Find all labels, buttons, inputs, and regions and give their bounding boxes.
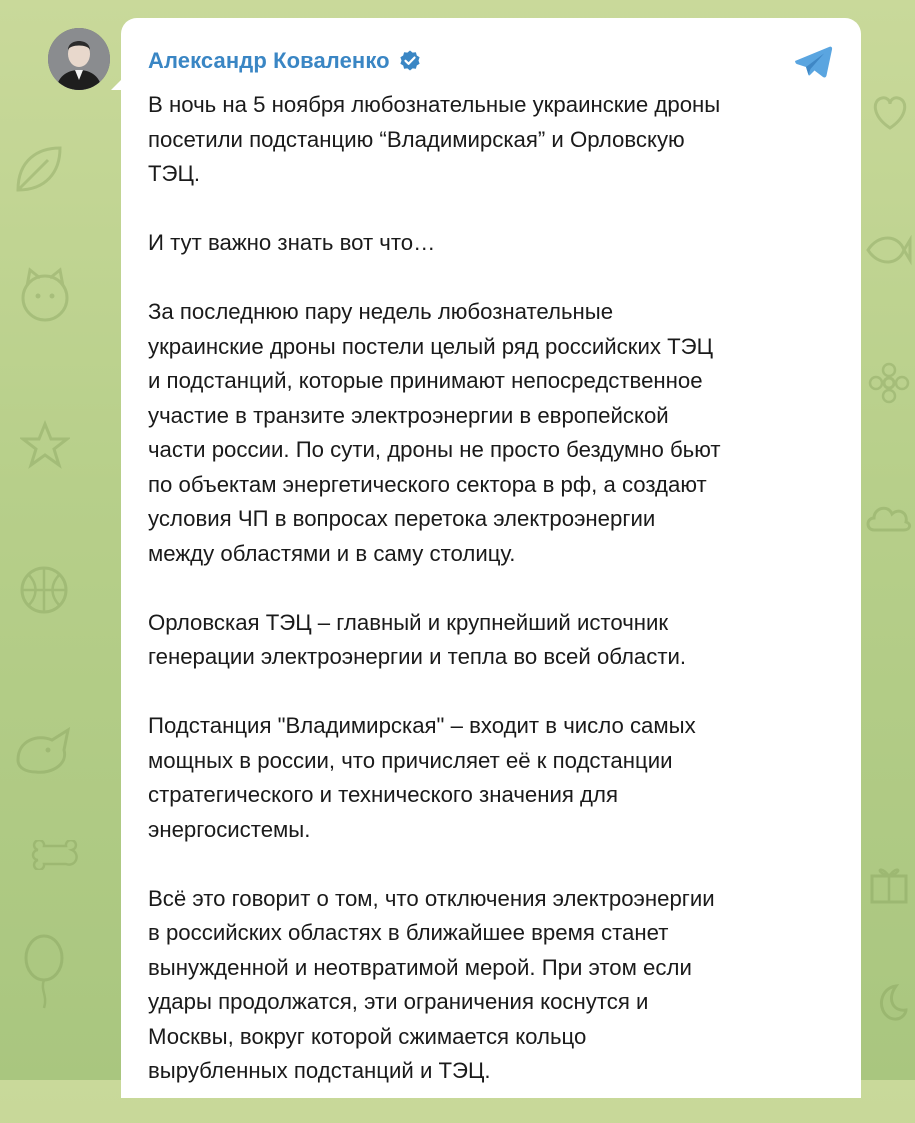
- telegram-icon[interactable]: [791, 40, 835, 84]
- message-bubble: [121, 18, 861, 1098]
- doodle-dog-icon: [8, 720, 78, 780]
- message-paragraph-6: Всё это говорит о том, что отключения электроэнергии в российских областях в ближайшее время станет вынужденной и неотвратимой мерой. При этом если удары продолжатся, эти ограничения коснутся и Москвы, вокруг которой сжимается кольцо вырубленных подстанций и ТЭЦ.: [148, 885, 715, 1083]
- doodle-gift-icon: [866, 860, 912, 906]
- message-paragraph-5: Подстанция "Владимирская" – входит в число самых мощных в россии, что причисляет её к подстанции стратегического и технического значения для энергосистемы.: [148, 713, 696, 842]
- message-paragraph-4: Орловская ТЭЦ – главный и крупнейший источник генерации электроэнергии и тепла во всей области.: [148, 609, 687, 669]
- doodle-ball-icon: [14, 560, 74, 620]
- author-avatar[interactable]: [48, 28, 110, 90]
- doodle-balloon-icon: [14, 930, 74, 1010]
- post-author[interactable]: [148, 48, 422, 74]
- message-paragraph-3: За последнюю пару недель любознательные украинские дроны постели целый ряд российских ТЭЦ и подстанций, которые принимают непосредственное участие в транзите электроэнергии в европейской части россии. По сути, дроны не просто бездумно бьют по объектам энергетического сектора в рф, а создают условия ЧП в вопросах перетока электроэнергии между областями и в саму столицу.: [148, 299, 721, 566]
- doodle-fish-icon: [864, 230, 912, 270]
- avatar-photo: [48, 28, 110, 90]
- doodle-moon-icon: [866, 980, 910, 1024]
- message-paragraph-1: В ночь на 5 ноября любознательные украинские дроны посетили подстанцию “Владимирская” и Орловскую ТЭЦ.: [148, 92, 721, 186]
- doodle-cloud-icon: [864, 500, 912, 536]
- doodle-heart-icon: [868, 90, 912, 134]
- doodle-flower-icon: [866, 360, 912, 406]
- doodle-bone-icon: [30, 840, 80, 870]
- doodle-cat-icon: [10, 260, 80, 330]
- doodle-leaf-icon: [8, 140, 68, 200]
- doodle-star-icon: [20, 420, 70, 470]
- message-paragraph-2: И тут важно знать вот что…: [148, 230, 436, 255]
- author-name[interactable]: Александр Коваленко: [148, 48, 390, 73]
- verified-icon: [398, 49, 422, 73]
- message-text: [148, 88, 838, 1123]
